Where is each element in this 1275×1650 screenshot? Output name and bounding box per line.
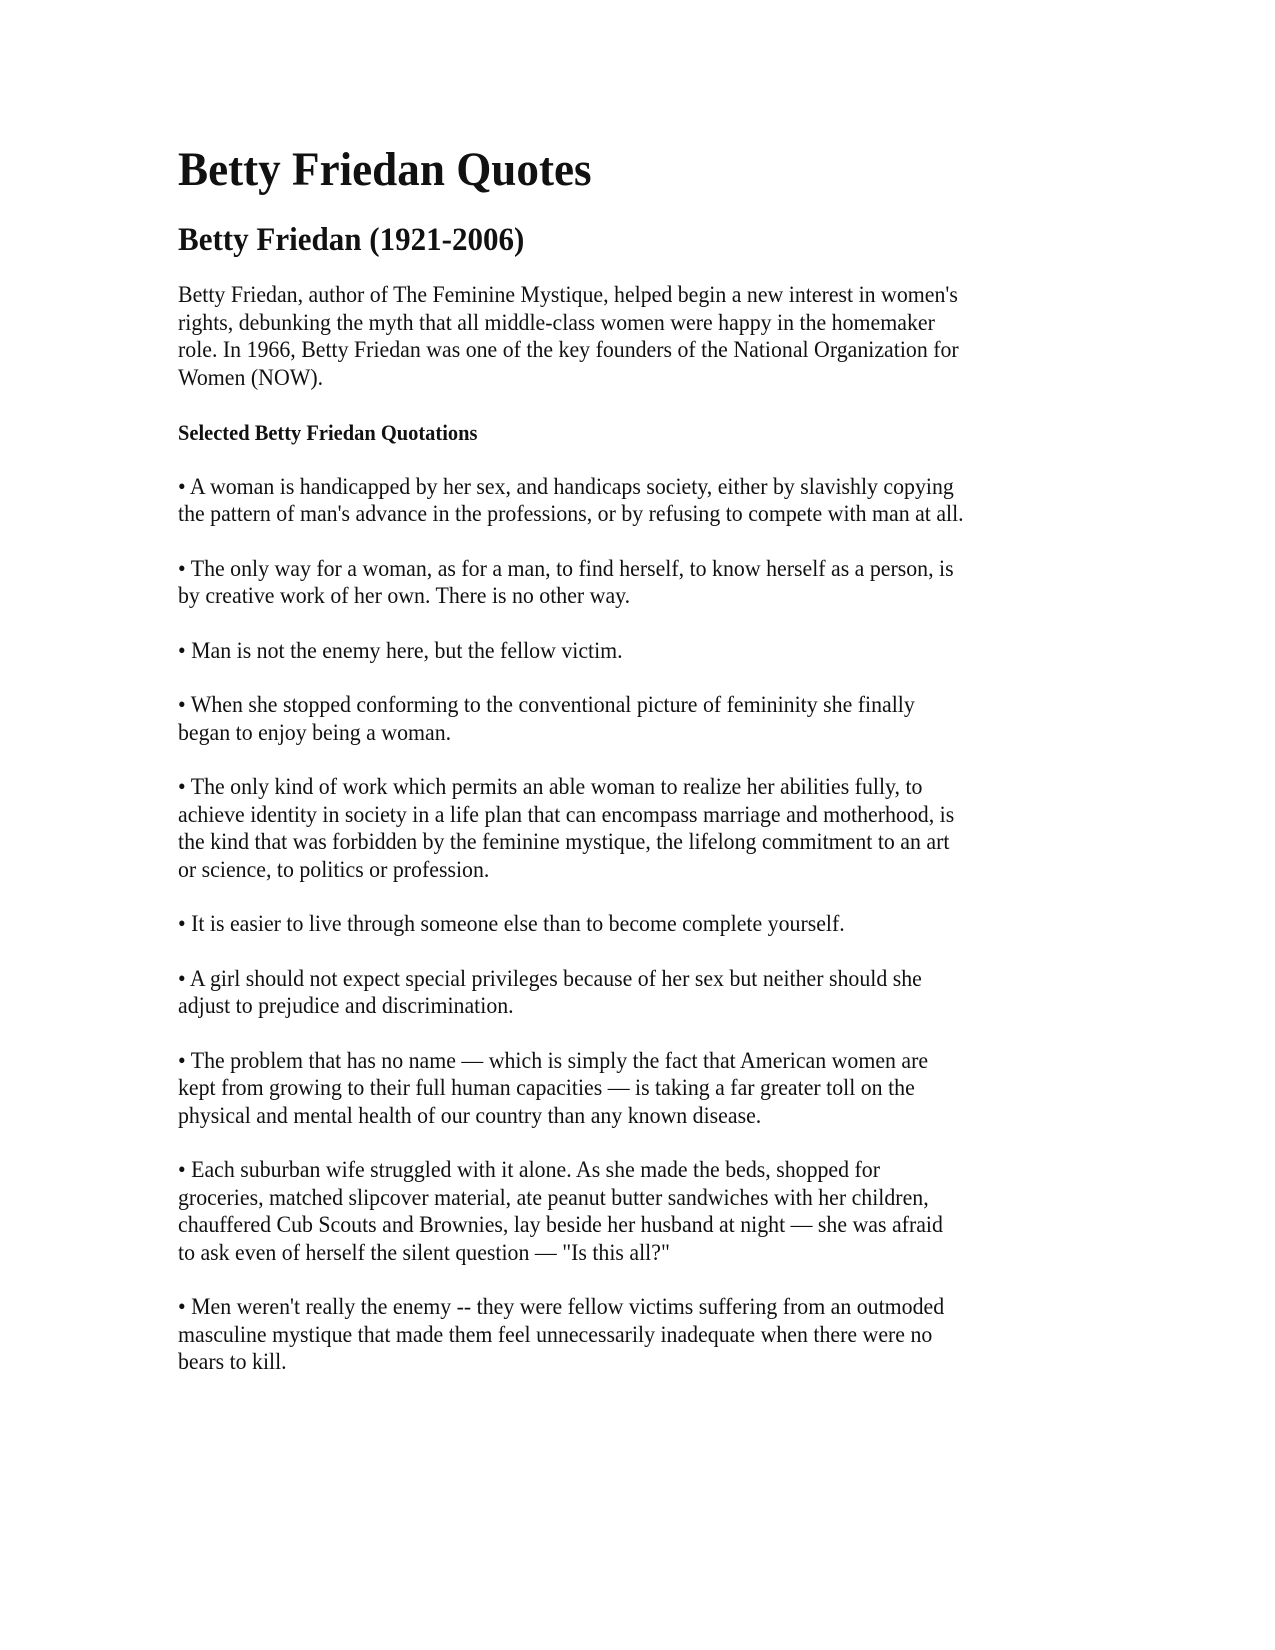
- quote-line: groceries, matched slipcover material, ate peanut butter sandwiches with her children,: [178, 1184, 929, 1211]
- quote-line: • A girl should not expect special privileges because of her sex but neither should she: [178, 965, 922, 992]
- quote-line: • A woman is handicapped by her sex, and handicaps society, either by slavishly copying: [178, 473, 954, 500]
- quote-line: masculine mystique that made them feel unnecessarily inadequate when there were no: [178, 1321, 933, 1348]
- quote-line: physical and mental health of our country than any known disease.: [178, 1102, 762, 1129]
- quote-line: • The problem that has no name — which is simply the fact that American women are: [178, 1047, 929, 1074]
- quote-line: • When she stopped conforming to the conventional picture of femininity she finally: [178, 692, 915, 718]
- quote-item: [178, 774, 1078, 884]
- quote-item: [178, 911, 1078, 939]
- intro-line: rights, debunking the myth that all middle-class women were happy in the homemaker: [178, 309, 935, 336]
- quote-line: to ask even of herself the silent question — "Is this all?": [178, 1239, 670, 1266]
- quote-item: [178, 556, 1078, 611]
- quote-line: • Man is not the enemy here, but the fellow victim.: [178, 637, 623, 664]
- quote-line: achieve identity in society in a life plan that can encompass marriage and motherhood, is: [178, 801, 955, 828]
- intro-line: Betty Friedan, author of The Feminine Mystique, helped begin a new interest in women's: [178, 282, 958, 308]
- quote-line: the kind that was forbidden by the feminine mystique, the lifelong commitment to an art: [178, 829, 950, 855]
- page-title: Betty Friedan Quotes: [178, 143, 592, 196]
- quote-item: [178, 692, 1078, 747]
- intro-line: role. In 1966, Betty Friedan was one of the key founders of the National Organization for: [178, 337, 959, 363]
- quote-item: [178, 1048, 1078, 1131]
- quote-line: • It is easier to live through someone else than to become complete yourself.: [178, 911, 845, 937]
- quote-item: [178, 966, 1078, 1021]
- intro-paragraph: [178, 282, 1078, 392]
- quote-item: [178, 474, 1078, 529]
- quote-item: [178, 1294, 1078, 1377]
- quote-line: • Men weren't really the enemy -- they were fellow victims suffering from an outmoded: [178, 1294, 945, 1320]
- quote-line: chauffered Cub Scouts and Brownies, lay beside her husband at night — she was afraid: [178, 1212, 943, 1238]
- quote-line: • The only way for a woman, as for a man, to find herself, to know herself as a person, is: [178, 555, 954, 582]
- quote-item: [178, 1157, 1078, 1267]
- quotes-list: [178, 474, 1078, 1377]
- quote-line: or science, to politics or profession.: [178, 856, 490, 883]
- intro-line: Women (NOW).: [178, 364, 324, 391]
- page-subtitle: Betty Friedan (1921-2006): [178, 222, 525, 258]
- quote-line: the pattern of man's advance in the professions, or by refusing to compete with man at all.: [178, 501, 964, 527]
- quote-line: bears to kill.: [178, 1349, 287, 1375]
- quote-line: by creative work of her own. There is no other way.: [178, 583, 631, 609]
- quote-line: began to enjoy being a woman.: [178, 719, 452, 746]
- quote-line: kept from growing to their full human capacities — is taking a far greater toll on the: [178, 1075, 915, 1101]
- quote-line: adjust to prejudice and discrimination.: [178, 993, 514, 1019]
- document-page: [178, 140, 1078, 1377]
- quote-item: [178, 638, 1078, 666]
- section-heading: Selected Betty Friedan Quotations: [178, 420, 478, 445]
- quote-line: • The only kind of work which permits an able woman to realize her abilities fully, to: [178, 774, 923, 800]
- quote-line: • Each suburban wife struggled with it alone. As she made the beds, shopped for: [178, 1157, 881, 1183]
